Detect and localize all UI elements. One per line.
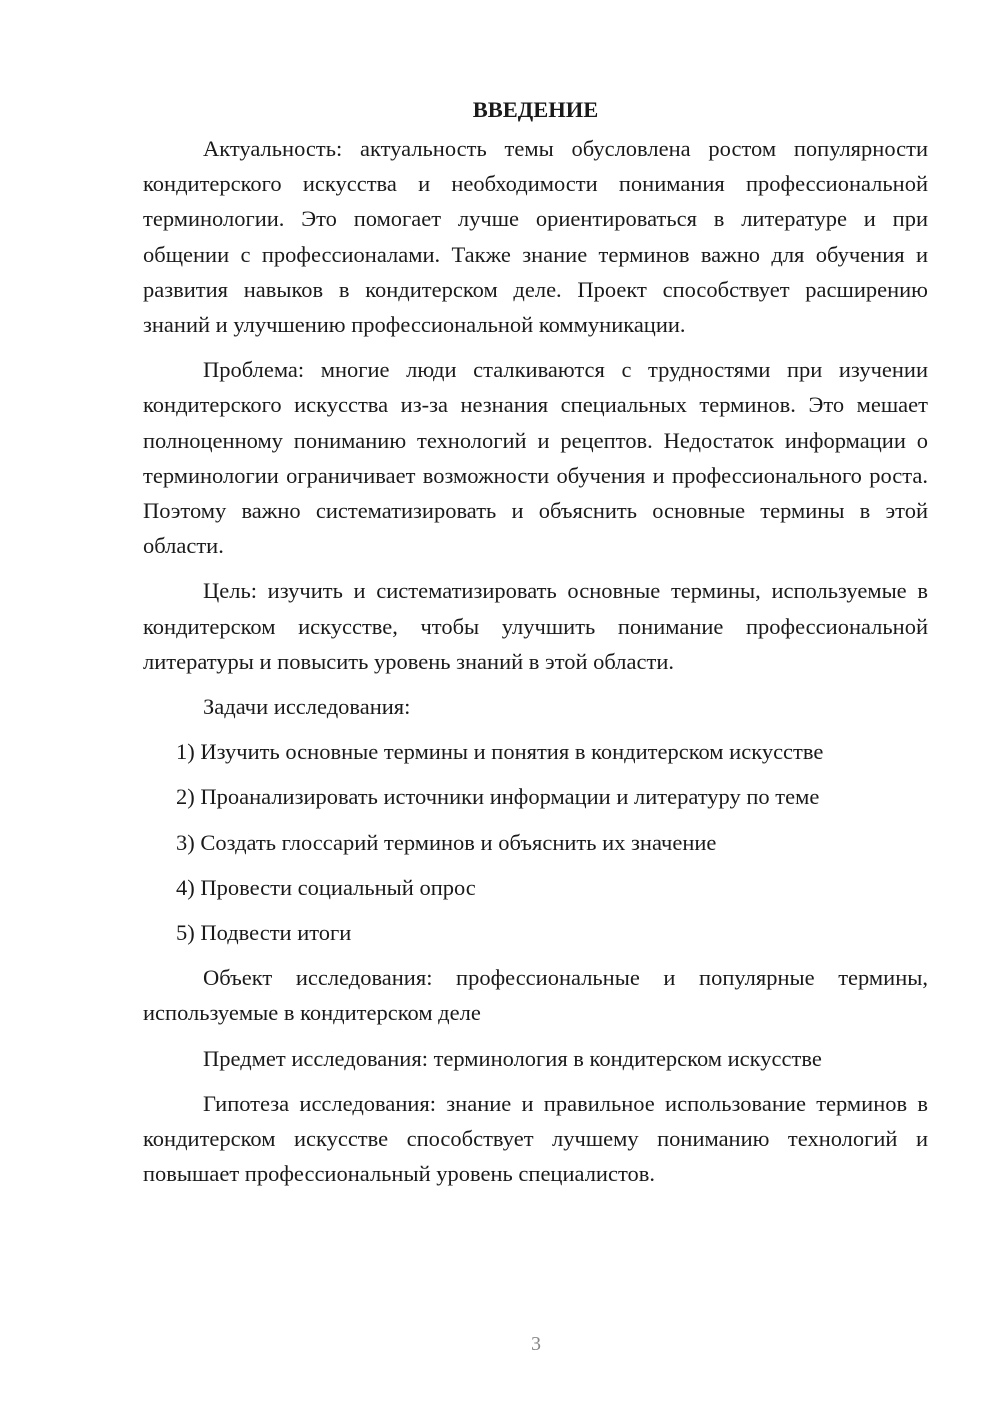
paragraph-subject: Предмет исследования: терминология в кондитерском искусстве — [203, 1045, 822, 1071]
paragraph-object: Объект исследования: профессиональные и популярные термины, используемые в кондитерском деле — [143, 965, 928, 1026]
paragraph-hypothesis: Гипотеза исследования: знание и правильное использование терминов в кондитерском искусстве способствует лучшему пониманию технологий и повышает профессиональный уровень специалистов. — [143, 1090, 928, 1187]
page-number: 3 — [531, 1333, 541, 1355]
list-item: 5) Подвести итоги — [176, 920, 352, 946]
tasks-list — [143, 734, 928, 950]
page-title: ВВЕДЕНИЕ — [472, 97, 599, 122]
list-item: 3) Создать глоссарий терминов и объяснить их значение — [176, 829, 717, 855]
paragraph-goal: Цель: изучить и систематизировать основные термины, используемые в кондитерском искусстве, чтобы улучшить понимание профессиональной литературы и повысить уровень знаний в этой области. — [143, 578, 928, 674]
paragraph-problem: Проблема: многие люди сталкиваются с трудностями при изучении кондитерского искусства из-за незнания специальных терминов. Это мешает полноценному пониманию технологий и рецептов. Недостаток информации о терминологии ограничивает возможности обучения и профессионального роста. Поэтому важно систематизировать и объяснить основные термины в этой области. — [143, 357, 928, 559]
paragraph-relevance: Актуальность: актуальность темы обусловлена ростом популярности кондитерского искусства и необходимости понимания профессиональной терминологии. Это помогает лучше ориентироваться в литературе и при общении с профессионалами. Также знание терминов важно для обучения и развития навыков в кондитерском деле. Проект способствует расширению знаний и улучшению профессиональной коммуникации. — [143, 136, 928, 338]
list-item: 2) Проанализировать источники информации и литературу по теме — [176, 784, 820, 810]
tasks-heading: Задачи исследования: — [203, 694, 411, 720]
list-item: 1) Изучить основные термины и понятия в кондитерском искусстве — [176, 739, 824, 765]
list-item: 4) Провести социальный опрос — [176, 874, 476, 900]
page-content — [143, 92, 928, 1201]
